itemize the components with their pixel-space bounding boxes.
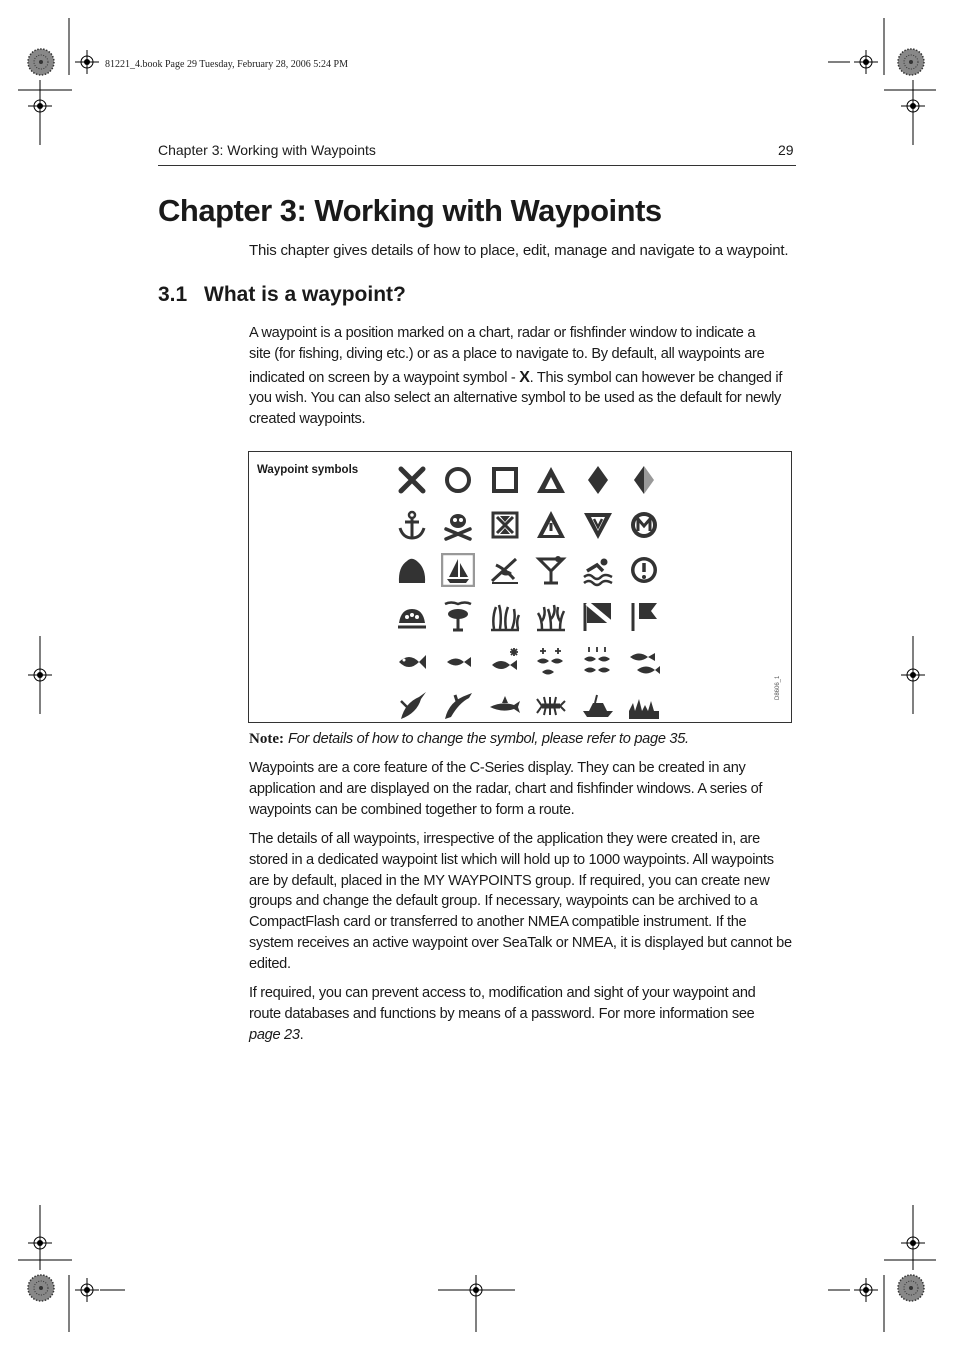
wreck-icon[interactable] <box>395 599 429 633</box>
crossed-fish-icon[interactable] <box>488 553 522 587</box>
flag-icon[interactable] <box>627 599 661 633</box>
boat-icon[interactable] <box>581 689 615 723</box>
text-line: CompactFlash card or transferred to another NMEA compatible instrument. If the <box>249 914 747 931</box>
figure-label: Waypoint symbols <box>257 464 359 476</box>
chapter-intro: This chapter gives details of how to place, edit, manage and navigate to a waypoint. <box>249 242 789 259</box>
skull-crossbones-icon[interactable] <box>441 508 475 542</box>
dolphin-icon[interactable] <box>441 689 475 723</box>
cross-icon[interactable] <box>395 463 429 497</box>
text-line: are by default, placed in the MY WAYPOINTS group. If required, you can create new <box>249 872 770 889</box>
boxed-x-icon[interactable] <box>488 508 522 542</box>
circled-exclamation-icon[interactable] <box>627 553 661 587</box>
sailboat-icon[interactable] <box>441 553 475 587</box>
lobster-icon[interactable] <box>534 689 568 723</box>
text-line: stored in a dedicated waypoint list which will hold up to 1000 waypoints. All waypoints <box>249 851 774 868</box>
text-line: A waypoint is a position marked on a chart, radar or fishfinder window to indicate a <box>249 325 756 341</box>
text-line: created waypoints. <box>249 411 366 428</box>
text-line: system receives an active waypoint over SeaTalk or NMEA, it is displayed but cannot be <box>249 934 792 951</box>
paragraph-waypoint-list <box>249 829 797 975</box>
two-fish-icon[interactable] <box>627 645 661 679</box>
weed-icon[interactable] <box>488 599 522 633</box>
header-rule <box>158 165 796 166</box>
diamond-icon[interactable] <box>581 463 615 497</box>
small-fish-icon[interactable] <box>441 645 475 679</box>
square-icon[interactable] <box>488 463 522 497</box>
shark-icon[interactable] <box>488 689 522 723</box>
triangle-icon[interactable] <box>534 463 568 497</box>
section-heading <box>158 283 406 307</box>
text-line: site (for fishing, diving etc.) or as a place to navigate to. By default, all waypoints are <box>249 345 765 362</box>
fish-icon[interactable] <box>395 645 429 679</box>
fish-star-icon[interactable] <box>488 645 522 679</box>
text-line: If required, you can prevent access to, modification and sight of your waypoint and <box>249 985 756 1001</box>
running-header-title: Chapter 3: Working with Waypoints <box>158 142 376 158</box>
text-line: groups and change the default group. If necessary, waypoints can be archived to a <box>249 893 758 910</box>
cocktail-icon[interactable] <box>534 553 568 587</box>
text-line: Waypoints are a core feature of the C-Series display. They can be created in any <box>249 760 746 776</box>
note-text: For details of how to change the symbol, please refer to page 35. <box>288 731 689 747</box>
page-link[interactable]: page 23 <box>249 1026 300 1043</box>
text-line: edited. <box>249 955 291 972</box>
section-number: 3.1 <box>158 283 188 306</box>
paragraph-password <box>249 983 797 1045</box>
anchor-icon[interactable] <box>395 508 429 542</box>
print-header: 81221_4.book Page 29 Tuesday, February 28, 2006 5:24 PM <box>105 59 348 70</box>
text-line: you wish. You can also select an alternative symbol to be used as the default for newly <box>249 390 782 407</box>
text-line: route databases and functions by means of a password. For more information see <box>249 1005 755 1022</box>
text-line: waypoints can be combined together to form a route. <box>249 801 575 818</box>
swimmer-icon[interactable] <box>581 553 615 587</box>
note-label: Note: <box>249 731 284 747</box>
chapter-title: Chapter 3: Working with Waypoints <box>158 193 662 228</box>
fish-group-icon[interactable] <box>581 645 615 679</box>
warning-triangle-icon[interactable] <box>534 508 568 542</box>
text-line: application and are displayed on the radar, chart and fishfinder windows. A series of <box>249 780 763 797</box>
waypoint-symbol-x: X <box>519 368 530 386</box>
figure-code: D8606_1 <box>775 675 781 700</box>
coral-icon[interactable] <box>534 599 568 633</box>
circled-m-icon[interactable] <box>627 508 661 542</box>
fish-school-icon[interactable] <box>534 645 568 679</box>
rock-icon[interactable] <box>395 553 429 587</box>
tree-icon[interactable] <box>441 599 475 633</box>
paragraph-core-feature <box>249 758 797 820</box>
paragraph-waypoint-definition <box>249 323 797 430</box>
half-diamond-icon[interactable] <box>627 463 661 497</box>
text-line: The details of all waypoints, irrespective of the application they were created in, are <box>249 831 760 847</box>
reef-icon[interactable] <box>627 689 661 723</box>
section-title: What is a waypoint? <box>204 283 406 306</box>
inverted-triangle-icon[interactable] <box>581 508 615 542</box>
note <box>249 731 689 748</box>
text-line: indicated on screen by a waypoint symbol - X. This symbol can however be changed if <box>249 368 783 386</box>
marlin-icon[interactable] <box>395 689 429 723</box>
text-line: page 23. <box>249 1026 304 1043</box>
circle-icon[interactable] <box>441 463 475 497</box>
dive-flag-icon[interactable] <box>581 599 615 633</box>
page-number: 29 <box>778 142 794 158</box>
